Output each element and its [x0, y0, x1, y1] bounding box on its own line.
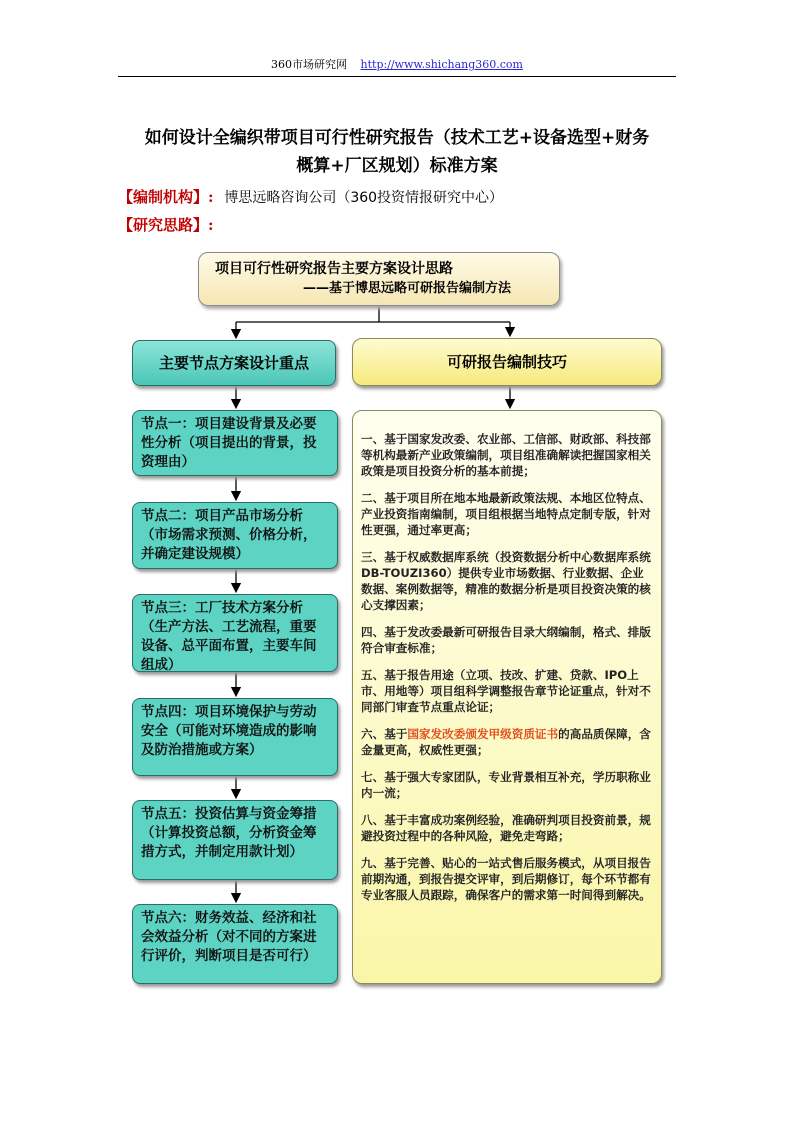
tip-3: 三、基于权威数据库系统（投资数据分析中心数据库系统DB-TOUZI360）提供专业市场数据、行业数据、企业数据、案例数据等，精准的数据分析是项目投资决策的核心支撑因素； — [361, 550, 651, 612]
org-label: 【编制机构】: — [118, 188, 214, 206]
tip-6-highlight: 国家发改委颁发甲级资质证书 — [407, 727, 559, 741]
node-6: 节点六：财务效益、经济和社会效益分析（对不同的方案进行评价，判断项目是否可行） — [132, 904, 338, 984]
org-value: 博思远略咨询公司（360投资情报研究中心） — [224, 190, 504, 206]
node-2: 节点二：项目产品市场分析（市场需求预测、价格分析，并确定建设规模） — [132, 502, 338, 569]
tip-9: 九、基于完善、贴心的一站式售后服务模式，从项目报告前期沟通，到报告提交评审，到后期修订，每个环节都有专业客服人员跟踪，确保客户的需求第一时间得到解决。 — [361, 856, 651, 902]
site-name: 360市场研究网 — [271, 58, 348, 71]
tip-4: 四、基于发改委最新可研报告目录大纲编制，格式、排版符合审查标准； — [361, 625, 651, 655]
site-url-link[interactable]: http://www.shichang360.com — [360, 58, 523, 71]
approach-label: 【研究思路】: — [118, 216, 214, 234]
title-line-2: 概算+厂区规划）标准方案 — [296, 156, 498, 176]
report-tips-heading: 可研报告编制技巧 — [352, 338, 662, 386]
tip-6-prefix: 六、基于 — [361, 727, 408, 741]
report-tips-box — [352, 410, 662, 984]
tip-1: 一、基于国家发改委、农业部、工信部、财政部、科技部等机构最新产业政策编制，项目组准确解读把握国家相关政策是项目投资分析的基本前提； — [361, 432, 651, 478]
tip-6-suffix: 的高品质保障，含金量更高，权威性更强； — [361, 727, 651, 757]
node-3: 节点三：工厂技术方案分析（生产方法、工艺流程，重要设备、总平面布置，主要车间组成） — [132, 594, 338, 672]
node-design-heading: 主要节点方案设计重点 — [132, 340, 336, 386]
title-line-1: 如何设计全编织带项目可行性研究报告（技术工艺+设备选型+财务 — [144, 128, 650, 148]
approach-title: 项目可行性研究报告主要方案设计思路 — [215, 261, 453, 277]
node-5: 节点五：投资估算与资金筹措（计算投资总额，分析资金筹措方式，并制定用款计划） — [132, 800, 338, 880]
node-4: 节点四：项目环境保护与劳动安全（可能对环境造成的影响及防治措施或方案） — [132, 698, 338, 776]
tip-5: 五、基于报告用途（立项、技改、扩建、贷款、IPO上市、用地等）项目组科学调整报告章节论证重点，针对不同部门审查节点重点论证； — [361, 668, 651, 714]
tip-8: 八、基于丰富成功案例经验，准确研判项目投资前景，规避投资过程中的各种风险，避免走弯路； — [361, 813, 651, 843]
tip-6 — [361, 726, 653, 758]
tip-7: 七、基于强大专家团队，专业背景相互补充，学历职称业内一流； — [361, 770, 651, 800]
approach-subtitle: ——基于博思远略可研报告编制方法 — [303, 281, 512, 296]
tip-2: 二、基于项目所在地本地最新政策法规、本地区位特点、产业投资指南编制，项目组根据当地特点定制专版，针对性更强，通过率更高； — [361, 491, 651, 537]
approach-title-box — [198, 252, 560, 306]
node-1: 节点一：项目建设背景及必要性分析（项目提出的背景，投资理由） — [132, 410, 338, 476]
